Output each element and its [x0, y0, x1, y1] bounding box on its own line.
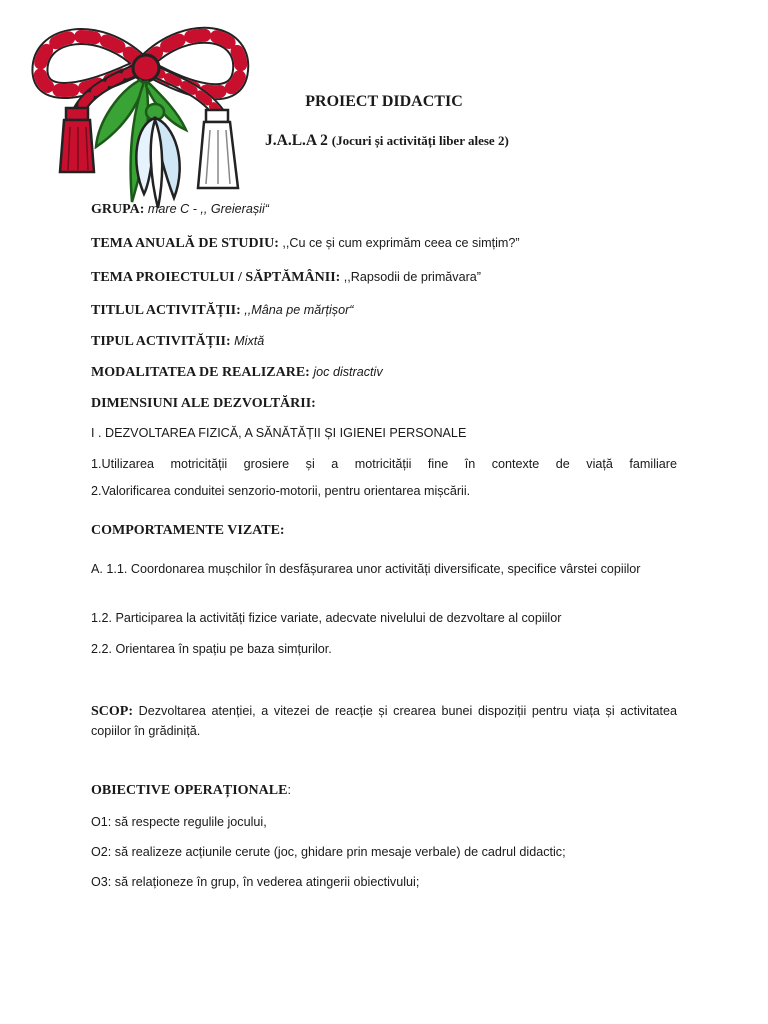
knot-icon [133, 55, 159, 81]
obiective-heading: OBIECTIVE OPERAȚIONALE: [91, 783, 291, 798]
comportament-item: 1.2. Participarea la activități fizice variate, adecvate nivelului de dezvoltare al copiilor [91, 611, 562, 625]
subtitle-main: J.A.L.A 2 [265, 132, 328, 149]
white-tassel-icon [198, 110, 238, 188]
comportamente-heading: COMPORTAMENTE VIZATE: [91, 523, 285, 538]
comportament-item: 2.2. Orientarea în spațiu pe baza simțurilor. [91, 642, 332, 656]
scop-paragraph: SCOP: Dezvoltarea atenției, a vitezei de reacție și crearea bunei dispoziții pentru viața și activitatea copiilor în grădiniță. [91, 704, 677, 738]
obiectiv-item: O3: să relaționeze în grup, în vederea atingerii obiectivului; [91, 875, 420, 889]
dimensiune-item: 2.Valorificarea conduitei senzorio-motorii, pentru orientarea mișcării. [91, 484, 471, 498]
field-tema-anuala: TEMA ANUALĂ DE STUDIU: ,,Cu ce și cum exprimăm ceea ce simțim?” [91, 236, 520, 251]
obiectiv-item: O2: să realizeze acțiunile cerute (joc, ghidare prin mesaje verbale) de cadrul didactic; [91, 845, 566, 859]
field-dimensiuni: DIMENSIUNI ALE DEZVOLTĂRII: [91, 396, 316, 411]
dimensiune-item: 1.Utilizarea motricității grosiere și a motricității fine în contexte de viață familiare [91, 457, 677, 471]
field-tema-proiect: TEMA PROIECTULUI / SĂPTĂMÂNII: ,,Rapsodii de primăvara” [91, 270, 482, 285]
field-tipul: TIPUL ACTIVITĂȚII: Mixtă [91, 334, 265, 349]
field-titlul: TITLUL ACTIVITĂȚII: ,,Mâna pe mărțișor“ [91, 303, 354, 318]
comportament-item: A. 1.1. Coordonarea mușchilor în desfășurarea unor activități diversificate, specifice vârstei copiilor [91, 562, 641, 576]
red-tassel-icon [60, 108, 94, 172]
document-subtitle [265, 132, 509, 150]
field-modalitatea: MODALITATEA DE REALIZARE: joc distractiv [91, 365, 383, 380]
dimensiune-heading: I . DEZVOLTAREA FIZICĂ, A SĂNĂTĂȚII ȘI IGIENEI PERSONALE [91, 426, 467, 440]
field-grupa: GRUPA: mare C - ,, Greierașii“ [91, 202, 269, 217]
subtitle-detail: (Jocuri și activități liber alese 2) [331, 133, 509, 148]
document-title: PROIECT DIDACTIC [305, 93, 463, 110]
obiectiv-item: O1: să respecte regulile jocului, [91, 815, 267, 829]
